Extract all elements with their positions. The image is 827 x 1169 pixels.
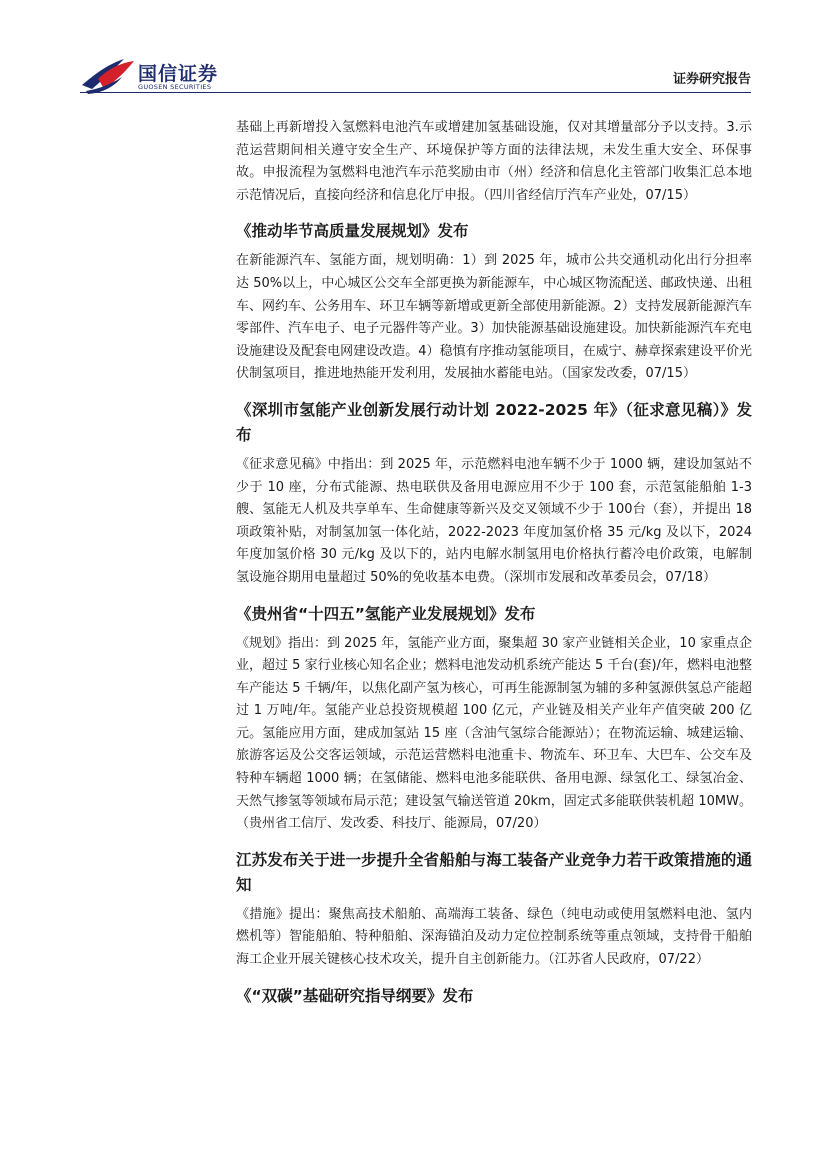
spacer xyxy=(236,207,752,219)
section-heading: 《贵州省“十四五”氢能产业发展规划》发布 xyxy=(236,604,536,623)
guosen-logo-mark-icon xyxy=(80,55,136,95)
spacer xyxy=(236,386,752,398)
page-header xyxy=(0,0,827,100)
section-heading: 《深圳市氢能产业创新发展行动计划 2022-2025 年》（征求意见稿）》发布 xyxy=(236,400,752,444)
logo-text-en: GUOSEN SECURITIES xyxy=(138,83,212,91)
section-heading: 《“双碳”基础研究指导纲要》发布 xyxy=(236,986,474,1005)
guosen-logo xyxy=(80,55,230,95)
section-heading: 江苏发布关于进一步提升全省船舶与海工装备产业竞争力若干政策措施的通知 xyxy=(236,850,752,894)
section-body: 《措施》提出：聚焦高技术船舶、高端海工装备、绿色（纯电动或使用氢燃料电池、氢内燃机等）智能船舶、特种船舶、深海锚泊及动力定位控制系统等重点领域，支持骨干船舶海工企业开展关键核心技术攻关，提升自主创新能力。（江苏省人民政府，07/22） xyxy=(236,906,752,968)
page-content xyxy=(236,117,752,1009)
spacer xyxy=(236,972,752,984)
section-body: 在新能源汽车、氢能方面，规划明确：1）到 2025 年，城市公共交通机动化出行分担率达 50%以上，中心城区公交车全部更换为新能源车，中心城区物流配送、邮政快递、出租车、网约车、公务用车、环卫车辆等新增或更新全部使用新能源。2）支持发展新能源汽车零部件、汽车电子、电子元器件等产业。3）加快能源基础设施建设。加快新能源汽车充电设施建设及配套电网建设改造。4）稳慎有序推动氢能项目，在威宁、赫章探索建设平价光伏制氢项目，推进地热能开发利用，发展抽水蓄能电站。（国家发改委，07/15） xyxy=(236,253,752,382)
section-body: 《规划》指出：到 2025 年，氢能产业方面，聚集超 30 家产业链相关企业，10 家重点企业，超过 5 家行业核心知名企业；燃料电池发动机系统产能达 5 千台(套)/年，燃料电池整车产能达 5 千辆/年，以焦化副产氢为核心，可再生能源制氢为辅的多种氢源供氢总产能超过 1 万吨/年。氢能产业总投资规模超 100 亿元，产业链及相关产业年产值突破 200 亿元。氢能应用方面，建成加氢站 15 座（含油气氢综合能源站）；在物流运输、城建运输、旅游客运及公交客运领域，示范运营燃料电池重卡、物流车、环卫车、大巴车、公交车及特种车辆超 1000 辆；在氢储能、燃料电池多能联供、备用电源、绿氢化工、绿氢冶金、天然气掺氢等领域布局示范；建设氢气输送管道 20km，固定式多能联供装机超 10MW。（贵州省工信厅、发改委、科技厅、能源局，07/20） xyxy=(236,635,752,832)
logo-text-cn: 国信证券 xyxy=(138,63,219,85)
report-type-label: 证券研究报告 xyxy=(672,72,751,87)
section-body: 基础上再新增投入氢燃料电池汽车或增建加氢基础设施，仅对其增量部分予以支持。3.示范运营期间相关遵守安全生产、环境保护等方面的法律法规，未发生重大安全、环保事故。申报流程为氢燃料电池汽车示范奖励由市（州）经济和信息化主管部门收集汇总本地示范情况后，直接向经济和信息化厅申报。（四川省经信厅汽车产业处，07/15） xyxy=(236,120,752,203)
header-divider xyxy=(80,92,751,93)
spacer xyxy=(236,836,752,848)
spacer xyxy=(236,590,752,602)
section-body: 《征求意见稿》中指出：到 2025 年，示范燃料电池车辆不少于 1000 辆，建设加氢站不少于 10 座，分布式能源、热电联供及备用电源应用不少于 100 套，示范氢能船舶 1-3 艘、氢能无人机及共享单车、生命健康等新兴及交叉领域不少于 100台（套），并提出 18 项政策补贴，对制氢加氢一体化站，2022-2023 年度加氢价格 35 元/kg 及以下，2024 年度加氢价格 30 元/kg 及以下的，站内电解水制氢用电价格执行蓄冷电价政策，电解制氢设施谷期用电量超过 50%的免收基本电费。（深圳市发展和改革委员会，07/18） xyxy=(236,456,752,585)
section-heading: 《推动毕节高质量发展规划》发布 xyxy=(236,222,469,241)
